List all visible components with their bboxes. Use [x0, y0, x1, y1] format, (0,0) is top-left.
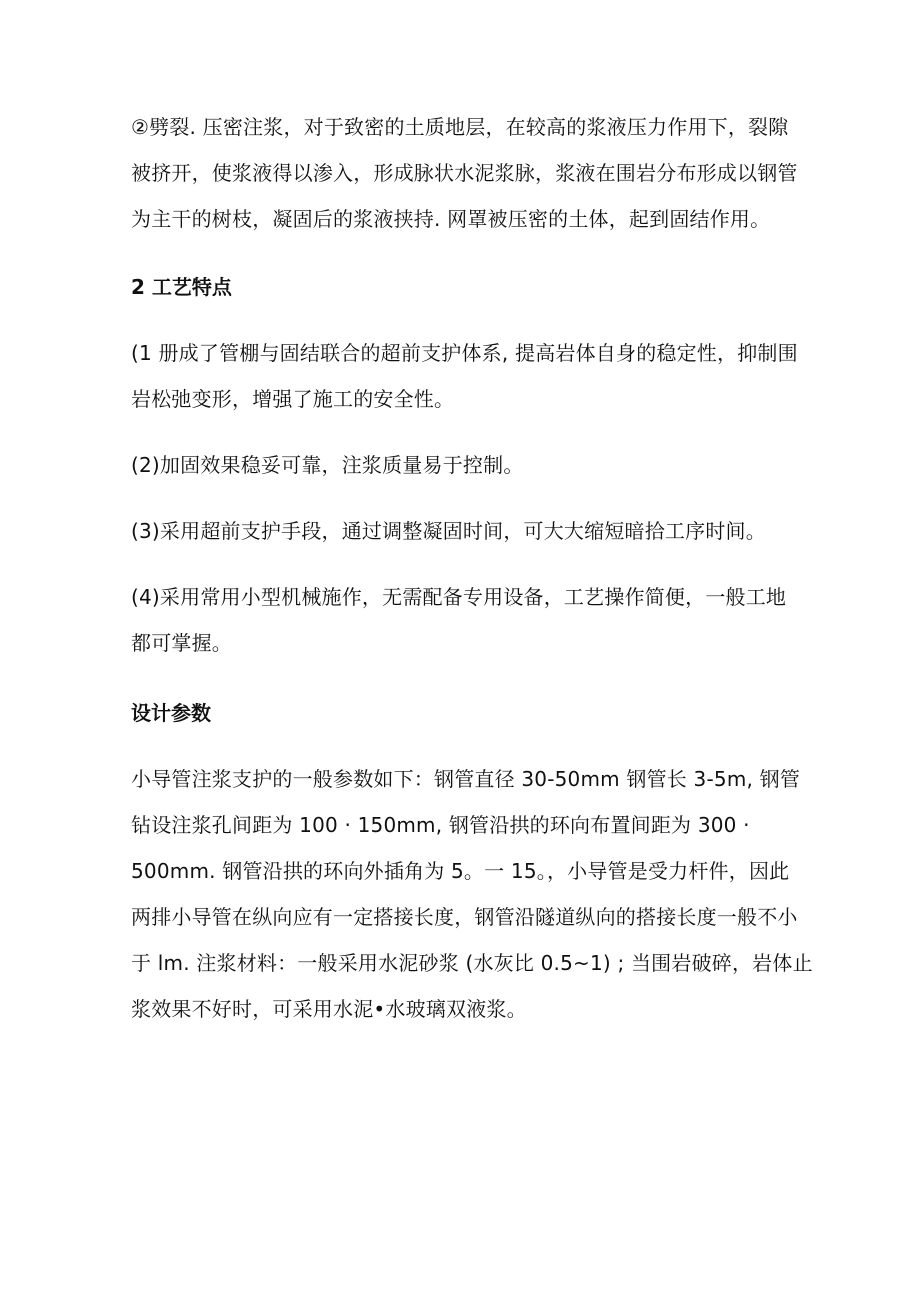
design-line: 两排小导管在纵向应有一定搭接长度，钢管沿隧道纵向的搭接长度一般不小 [131, 905, 798, 929]
feature-item-1 [131, 330, 797, 422]
paragraph-line: 为主干的树枝，凝固后的浆液挟持. 网罩被压密的土体，起到固结作用。 [131, 207, 771, 231]
paragraph-line: 被挤开，使浆液得以渗入，形成脉状水泥浆脉，浆液在围岩分布形成以钢管 [131, 161, 798, 185]
section-title-process-features: 2 工艺特点 [131, 275, 232, 299]
design-line: 小导管注浆支护的一般参数如下：钢管直径 30-50mm 钢管长 3-5m, 钢管 [131, 767, 801, 791]
feature-line: 都可掌握。 [131, 631, 232, 655]
feature-line: (1 册成了管棚与固结联合的超前支护体系, 提高岩体自身的稳定性，抑制围 [131, 341, 798, 365]
section-title-design-parameters: 设计参数 [131, 701, 211, 725]
feature-line: (4)采用常用小型机械施作，无需配备专用设备，工艺操作简便，一般工地 [131, 585, 787, 609]
design-line: 于 lm. 注浆材料：一般采用水泥砂浆 (水灰比 0.5~1) ; 当围岩破碎，岩体止 [131, 951, 813, 975]
design-line: 500mm. 钢管沿拱的环向外插角为 5。一 15。，小导管是受力杆件，因此 [131, 859, 790, 883]
design-line: 钻设注浆孔间距为 100 · 150mm, 钢管沿拱的环向布置间距为 300 · [131, 813, 750, 837]
feature-item-4 [131, 574, 797, 666]
document-content [131, 104, 813, 1032]
design-parameters-paragraph [131, 756, 813, 1032]
feature-item-2: (2)加固效果稳妥可靠，注浆质量易于控制。 [131, 453, 524, 477]
feature-line: 岩松弛变形，增强了施工的安全性。 [131, 387, 455, 411]
feature-item-3: (3)采用超前支护手段，通过调整凝固时间，可大大缩短暗拾工序时间。 [131, 519, 766, 543]
paragraph-line: ②劈裂. 压密注浆，对于致密的土质地层，在较高的浆液压力作用下，裂隙 [131, 115, 789, 139]
paragraph-splitting-grouting [131, 104, 797, 242]
design-line: 浆效果不好时，可采用水泥•水玻璃双液浆。 [131, 997, 527, 1021]
